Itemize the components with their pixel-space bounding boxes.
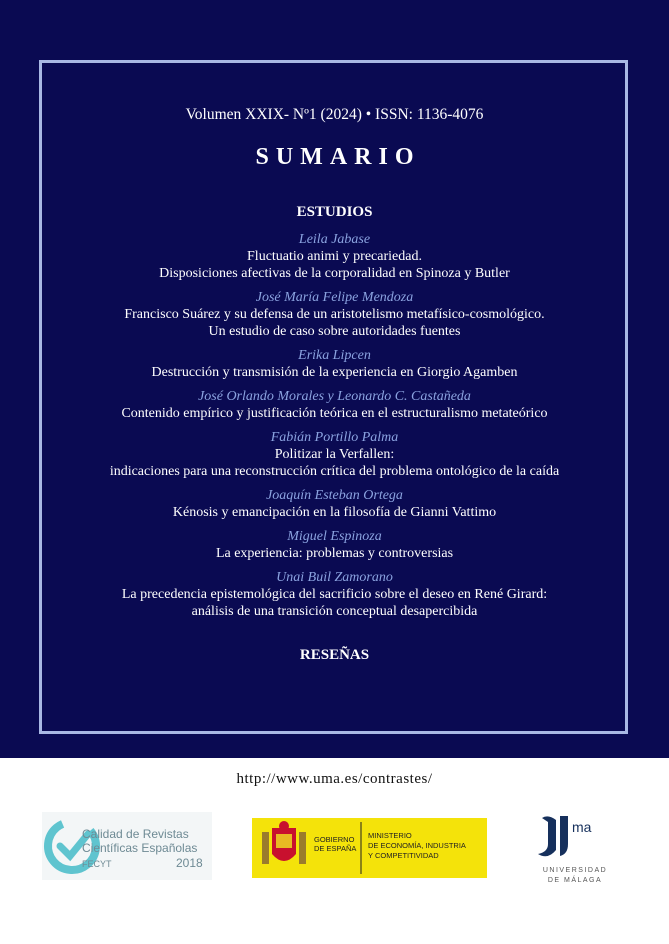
ministry-line3: Y COMPETITIVIDAD bbox=[368, 851, 439, 860]
article-entry bbox=[0, 231, 669, 282]
gov-line2: DE ESPAÑA bbox=[314, 844, 357, 853]
article-entry bbox=[0, 528, 669, 562]
article-title-line: Fluctuatio animi y precariedad. bbox=[247, 249, 422, 264]
uma-mark: ma bbox=[572, 819, 592, 835]
ministry-line2: DE ECONOMÍA, INDUSTRIA bbox=[368, 841, 466, 850]
article-title-line: análisis de una transición conceptual desapercibida bbox=[191, 604, 478, 619]
article-author: Leila Jabase bbox=[298, 232, 371, 247]
fecyt-line1: Calidad de Revistas bbox=[82, 827, 189, 841]
summary-heading: SUMARIO bbox=[255, 144, 421, 170]
ministry-line1: MINISTERIO bbox=[368, 831, 412, 840]
universidad-malaga-logo bbox=[530, 806, 620, 890]
fecyt-year: 2018 bbox=[176, 856, 203, 870]
journal-url-link[interactable]: http://www.uma.es/contrastes/ bbox=[236, 771, 433, 787]
article-author: Joaquín Esteban Ortega bbox=[266, 488, 403, 503]
article-entry bbox=[0, 289, 669, 340]
article-author: Unai Buil Zamorano bbox=[276, 570, 393, 585]
article-title-line: indicaciones para una reconstrucción crítica del problema ontológico de la caída bbox=[109, 464, 560, 479]
article-entry bbox=[0, 388, 669, 422]
article-title-line: Contenido empírico y justificación teórica en el estructuralismo metateórico bbox=[121, 406, 548, 421]
article-entry bbox=[0, 347, 669, 381]
section-studies-heading: ESTUDIOS bbox=[296, 204, 373, 220]
article-title-line: La precedencia epistemológica del sacrificio sobre el deseo en René Girard: bbox=[121, 587, 548, 602]
article-title-line: Politizar la Verfallen: bbox=[274, 447, 395, 462]
article-entry bbox=[0, 569, 669, 620]
article-author: Miguel Espinoza bbox=[287, 529, 382, 544]
article-title-line: Disposiciones afectivas de la corporalidad en Spinoza y Butler bbox=[159, 266, 510, 281]
article-author: José Orlando Morales y Leonardo C. Castañeda bbox=[198, 389, 471, 404]
gobierno-espana-logo bbox=[252, 818, 487, 878]
section-reviews-heading: RESEÑAS bbox=[299, 647, 370, 663]
article-author: Erika Lipcen bbox=[298, 348, 371, 363]
article-title-line: La experiencia: problemas y controversias bbox=[215, 546, 454, 561]
volume-line: Volumen XXIX- Nº1 (2024) • ISSN: 1136-4076 bbox=[185, 106, 484, 123]
article-author: Fabián Portillo Palma bbox=[270, 430, 399, 445]
gov-line1: GOBIERNO bbox=[314, 835, 355, 844]
article-title-line: Kénosis y emancipación en la filosofía de Gianni Vattimo bbox=[172, 505, 497, 520]
article-title-line: Francisco Suárez y su defensa de un aristotelismo metafísico-cosmológico. bbox=[124, 307, 545, 322]
fecyt-line2: Científicas Españolas bbox=[82, 841, 198, 855]
uma-line1: UNIVERSIDAD bbox=[542, 867, 608, 874]
article-author: José María Felipe Mendoza bbox=[255, 290, 414, 305]
article-title-line: Un estudio de caso sobre autoridades fuentes bbox=[208, 324, 461, 339]
article-entry bbox=[0, 429, 669, 480]
fecyt-logo bbox=[42, 812, 212, 880]
article-title-line: Destrucción y transmisión de la experiencia en Giorgio Agamben bbox=[151, 365, 518, 380]
article-list bbox=[0, 231, 669, 627]
article-entry bbox=[0, 487, 669, 521]
uma-line2: DE MÁLAGA bbox=[547, 877, 603, 884]
fecyt-acronym: FECYT bbox=[82, 859, 112, 869]
